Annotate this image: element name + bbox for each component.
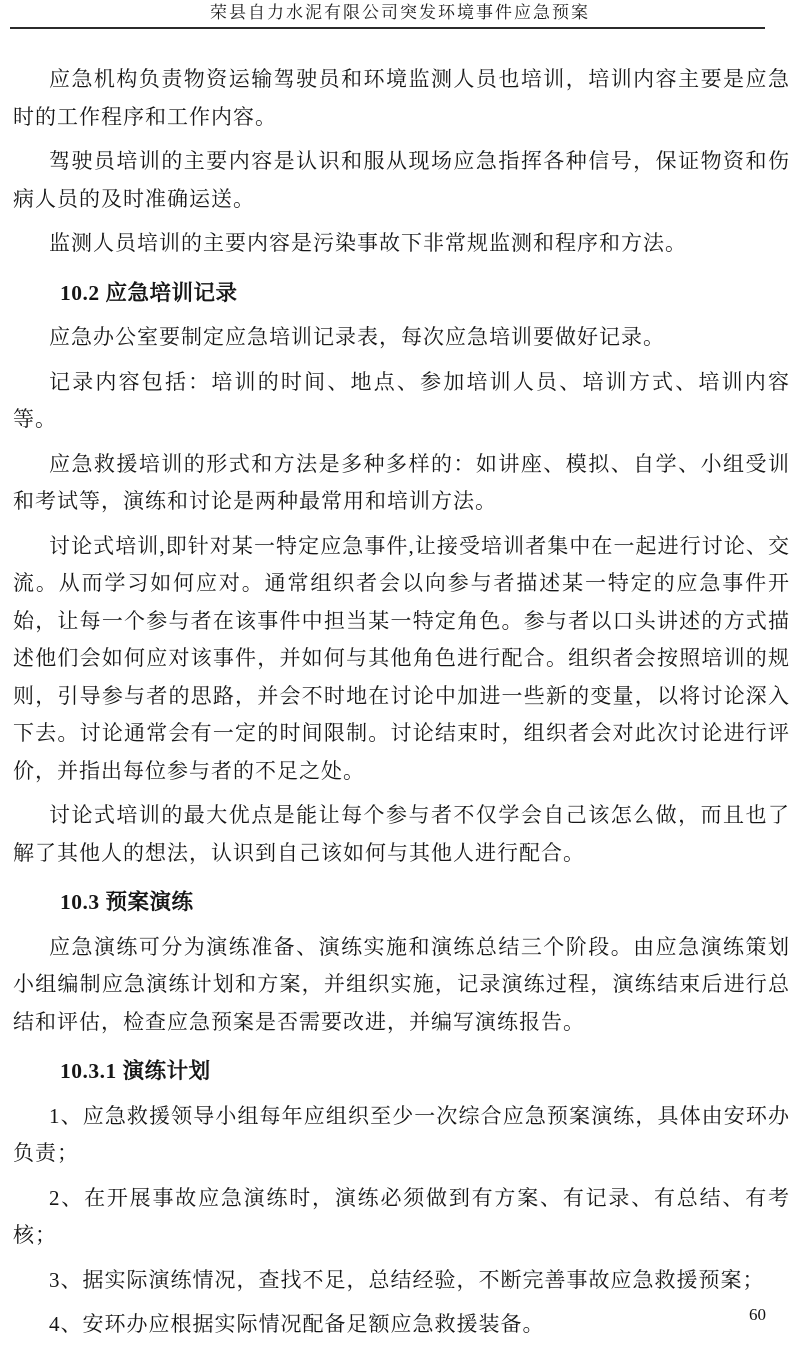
paragraph-record-content: 记录内容包括：培训的时间、地点、参加培训人员、培训方式、培训内容等。 [13, 369, 790, 431]
page-header [0, 0, 800, 29]
document-body [0, 29, 800, 1344]
paragraph-discussion-advantage: 讨论式培训的最大优点是能让每个参与者不仅学会自己该怎么做，而且也了解了其他人的想法，认识到自己该如何与其他人进行配合。 [13, 803, 790, 865]
paragraph-training-record: 应急办公室要制定应急培训记录表，每次应急培训要做好记录。 [49, 325, 665, 349]
document-header-title: 荣县自力水泥有限公司突发环境事件应急预案 [210, 3, 590, 22]
page-number: 60 [749, 1305, 766, 1324]
list-item-drill-1: 1、应急救援领导小组每年应组织至少一次综合应急预案演练，具体由安环办负责； [13, 1103, 790, 1165]
section-heading-10-2: 10.2 应急培训记录 [60, 280, 238, 305]
paragraph-training-methods: 应急救援培训的形式和方法是多种多样的：如讲座、模拟、自学、小组受训和考试等，演练和讨论是两种最常用和培训方法。 [13, 451, 790, 513]
section-heading-10-3-1: 10.3.1 演练计划 [60, 1059, 211, 1083]
paragraph-training-staff: 应急机构负责物资运输驾驶员和环境监测人员也培训，培训内容主要是应急时的工作程序和工作内容。 [13, 67, 790, 129]
list-item-drill-3: 3、据实际演练情况，查找不足，总结经验，不断完善事故应急救援预案； [49, 1267, 765, 1292]
list-item-drill-2: 2、在开展事故应急演练时，演练必须做到有方案、有记录、有总结、有考核； [13, 1185, 790, 1247]
paragraph-drill-phases: 应急演练可分为演练准备、演练实施和演练总结三个阶段。由应急演练策划小组编制应急演练计划和方案，并组织实施，记录演练过程，演练结束后进行总结和评估，检查应急预案是否需要改进，并编写演练报告。 [13, 934, 790, 1034]
paragraph-monitor-training: 监测人员培训的主要内容是污染事故下非常规监测和程序和方法。 [49, 231, 687, 255]
paragraph-driver-training: 驾驶员培训的主要内容是认识和服从现场应急指挥各种信号，保证物资和伤病人员的及时准确运送。 [13, 149, 790, 211]
list-item-drill-4: 4、安环办应根据实际情况配备足额应急救援装备。 [49, 1312, 545, 1336]
paragraph-discussion-training: 讨论式培训,即针对某一特定应急事件,让接受培训者集中在一起进行讨论、交流。从而学习如何应对。通常组织者会以向参与者描述某一特定的应急事件开始，让每一个参与者在该事件中担当某一特定角色。参与者以口头讲述的方式描述他们会如何应对该事件，并如何与其他角色进行配合。组织者会按照培训的规则，引导参与者的思路，并会不时地在讨论中加进一些新的变量，以将讨论深入下去。讨论通常会有一定的时间限制。讨论结束时，组织者会对此次讨论进行评价，并指出每位参与者的不足之处。 [13, 533, 790, 783]
section-heading-10-3: 10.3 预案演练 [60, 890, 194, 914]
